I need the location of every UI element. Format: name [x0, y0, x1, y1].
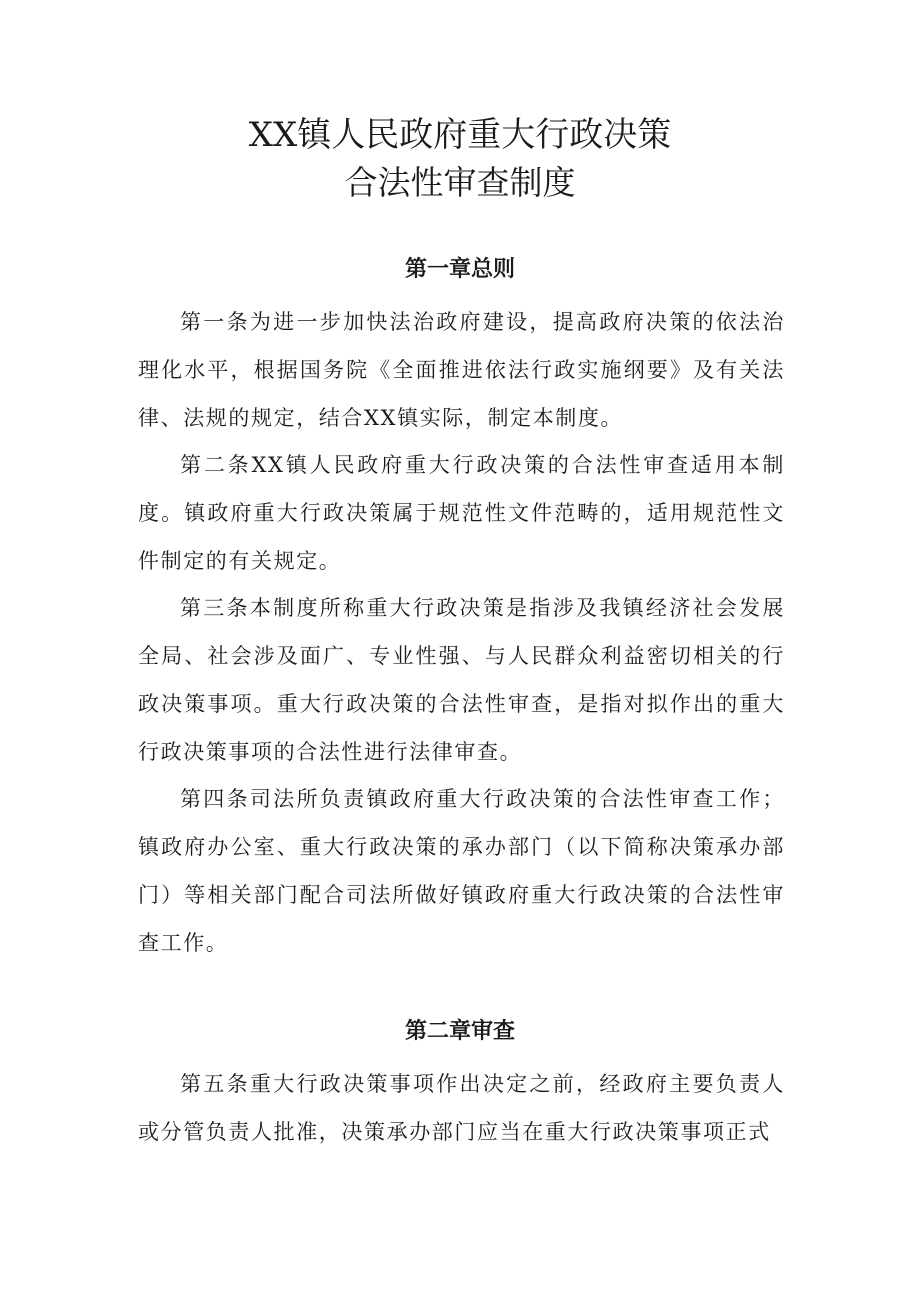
- article-3: 第三条本制度所称重大行政决策是指涉及我镇经济社会发展全局、社会涉及面广、专业性强、与人民群众利益密切相关的行政决策事项。重大行政决策的合法性审查，是指对拟作出的重大行政决策事项的合法性进行法律审查。: [138, 596, 785, 764]
- document-title-line-2: 合法性审查制度: [344, 163, 576, 202]
- document-title-line-1: XX镇人民政府重大行政决策: [248, 115, 672, 155]
- chapter-1-heading: 第一章总则: [404, 257, 515, 282]
- article-4: 第四条司法所负责镇政府重大行政决策的合法性审查工作；镇政府办公室、重大行政决策的承办部门（以下简称决策承办部门）等相关部门配合司法所做好镇政府重大行政决策的合法性审查工作。: [138, 787, 785, 955]
- article-2: 第二条XX镇人民政府重大行政决策的合法性审查适用本制度。镇政府重大行政决策属于规范性文件范畴的，适用规范性文件制定的有关规定。: [138, 453, 785, 573]
- article-5: 第五条重大行政决策事项作出决定之前，经政府主要负责人或分管负责人批准，决策承办部门应当在重大行政决策事项正式: [138, 1072, 785, 1144]
- chapter-2-heading: 第二章审查: [404, 1019, 515, 1044]
- article-1: 第一条为进一步加快法治政府建设，提高政府决策的依法治理化水平，根据国务院《全面推进依法行政实施纲要》及有关法律、法规的规定，结合XX镇实际，制定本制度。: [138, 310, 785, 430]
